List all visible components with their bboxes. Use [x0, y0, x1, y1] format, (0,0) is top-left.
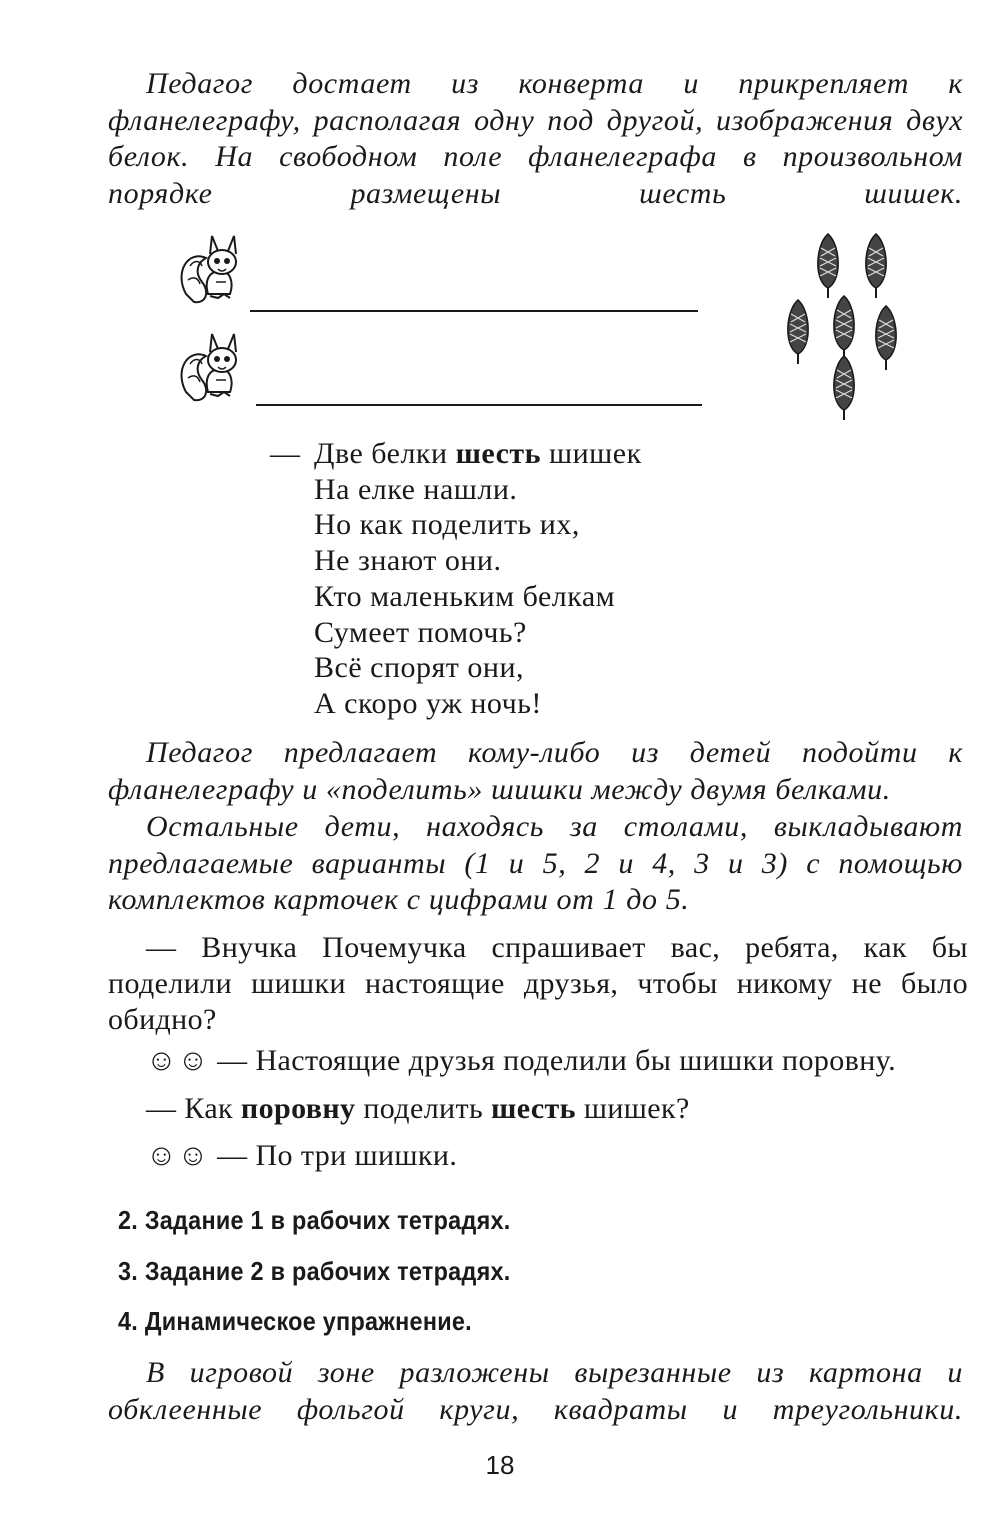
- pine-cone-icon: [788, 300, 808, 364]
- pine-cone-icon: [834, 356, 854, 420]
- dialogue-answer: ☺☺ — По три шишки.: [146, 1139, 458, 1172]
- pine-cone-icon: [818, 234, 838, 298]
- instruction-paragraph: Остальные дети, находясь за столами, выкладывают предлагаемые варианты (1 и 5, 2 и 4, 3 и 3) с помощью комплектов карточек с цифрами от 1 до 5.: [108, 810, 963, 916]
- intro-paragraph: Педагог достает из конверта и прикрепляет к фланелеграфу, располагая одну под другой, изображения двух белок. На свободном поле фланелеграфа в произвольном порядке размещены шесть шишек.: [108, 67, 963, 210]
- poem-line: Но как поделить их,: [314, 508, 580, 542]
- task-heading: 2. Задание 1 в рабочих тетрадях.: [118, 1205, 511, 1235]
- dialogue-answer: ☺☺ — Настоящие друзья поделили бы шишки поровну.: [146, 1044, 896, 1077]
- poem-line: — Две белки шесть шишек: [270, 437, 642, 470]
- squirrel-icon: [182, 236, 236, 302]
- poem-line: Сумеет помочь?: [314, 615, 527, 649]
- poem-line: На елке нашли.: [314, 472, 518, 506]
- poem: [270, 436, 642, 722]
- poem-line: А скоро уж ночь!: [314, 686, 542, 720]
- pine-cone-icon: [834, 296, 854, 360]
- squirrel-icon: [182, 334, 236, 400]
- dialogue-question: — Внучка Почемучка спрашивает вас, ребята, как бы поделили шишки настоящие друзья, чтобы никому не было обидно?: [108, 931, 968, 1036]
- pine-cone-icon: [866, 234, 886, 298]
- task-heading: 3. Задание 2 в рабочих тетрадях.: [118, 1256, 511, 1286]
- page-number: 18: [485, 1450, 515, 1480]
- dialogue-question: — Как поровну поделить шесть шишек?: [146, 1092, 690, 1125]
- instruction-paragraph: Педагог предлагает кому-либо из детей подойти к фланелеграфу и «поделить» шишки между двумя белками.: [108, 736, 963, 806]
- smiley-icon: ☺☺: [146, 1044, 210, 1077]
- poem-line: Кто маленьким белкам: [314, 579, 616, 613]
- closing-paragraph: В игровой зоне разложены вырезанные из картона и обклеенные фольгой круги, квадраты и треугольники.: [108, 1356, 963, 1426]
- poem-line: Не знают они.: [314, 544, 502, 578]
- task-heading: 4. Динамическое упражнение.: [118, 1306, 472, 1336]
- smiley-icon: ☺☺: [146, 1139, 210, 1172]
- pine-cone-icon: [876, 306, 896, 370]
- poem-line: Всё спорят они,: [314, 651, 525, 685]
